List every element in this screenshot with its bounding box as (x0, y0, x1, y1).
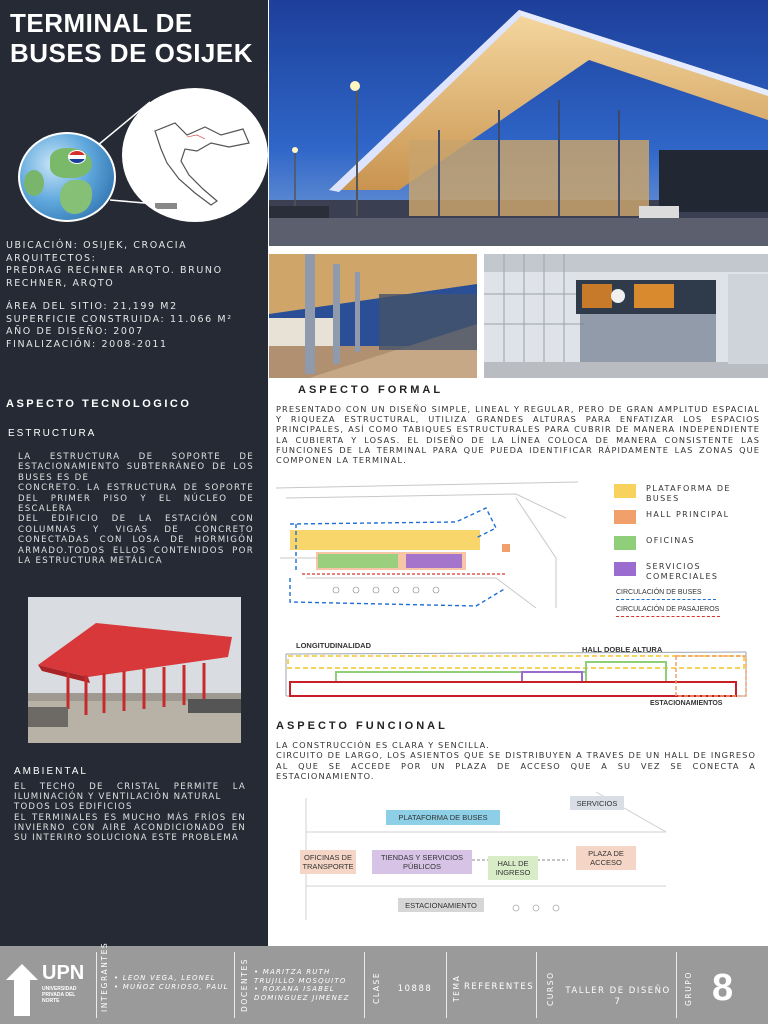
legend-item: SERVICIOS COMERCIALES (614, 562, 766, 582)
hall-doble-label: HALL DOBLE ALTURA (582, 645, 663, 654)
project-info: UBICACIÓN: OSIJEK, CROACIA ARQUITECTOS: PREDRAG RECHNER ARQTO. BRUNO RECHNER, ARQTO ÁREA DEL SITIO: 21,199 M2 SUPERFICIE CONSTRUIDA: 11.066 M² AÑO DE DISEÑO: 2007 FINALIZACIÓN: 2008-2011 (6, 240, 233, 350)
plataforma-box: PLATAFORMA DE BUSES (386, 810, 500, 825)
servicios-box: SERVICIOS (570, 796, 624, 810)
red-canopy-photo (28, 597, 241, 743)
tema-label: TEMA (452, 974, 461, 1002)
integrantes-list: • LEON VEGA, LEONEL • MUÑOZ CURIOSO, PAUL (114, 974, 229, 991)
legend-item: OFICINAS (614, 536, 766, 550)
left-panel (0, 0, 268, 946)
longitudinalidad-label: LONGITUDINALIDAD (296, 641, 371, 650)
legend-item: HALL PRINCIPAL (614, 510, 766, 524)
ambiental-heading: AMBIENTAL (14, 766, 88, 777)
globe-image (18, 132, 116, 222)
estructura-heading: ESTRUCTURA (8, 428, 97, 439)
circ-pasajeros-line (616, 616, 720, 617)
legend-item: PLATAFORMA DE BUSES (614, 484, 766, 504)
grupo-label: GRUPO (684, 971, 693, 1006)
clase-value: 10888 (397, 984, 433, 994)
formal-heading: ASPECTO FORMAL (298, 384, 444, 396)
funcional-text: LA CONSTRUCCIÓN ES CLARA Y SENCILLA. CIRCUITO DE LARGO, LOS ASIENTOS QUE SE DISTRIBUYEN A TRAVES DE UN HALL DE INGRESO AL QUE SE ACCEDE POR UN PLAZA DE ACCESO QUE A SU VEZ SE CONECTA A ESTACIONAMIENTO. (276, 740, 756, 782)
curso-label: CURSO (546, 971, 555, 1006)
oficinas-box: OFICINAS DE TRANSPORTE (300, 850, 356, 874)
tiendas-box: TIENDAS Y SERVICIOS PÚBLICOS (372, 850, 472, 874)
docentes-list: • MARITZA RUTH TRUJILLO MOSQUITO • ROXANA ISABEL DOMINGUEZ JIMENEZ (254, 968, 350, 1002)
integrantes-label: INTEGRANTES (100, 941, 109, 1012)
tecnologico-heading: ASPECTO TECNOLOGICO (6, 398, 192, 410)
funcional-heading: ASPECTO FUNCIONAL (276, 720, 448, 732)
footer-bar (0, 941, 768, 1024)
estacionamientos-label: ESTACIONAMIENTOS (650, 700, 723, 707)
hall-box: HALL DE INGRESO (488, 856, 538, 880)
croatia-map-image (122, 88, 268, 222)
circ-buses-line (616, 599, 716, 600)
circ-buses-label: CIRCULACIÓN DE BUSES (616, 589, 702, 596)
plaza-box: PLAZA DE ACCESO (576, 846, 636, 870)
curso-value: TALLER DE DISEÑO 7 (565, 986, 671, 1007)
estructura-text: LA ESTRUCTURA DE SOPORTE DE ESTACIONAMIENTO SUBTERRÁNEO DE LOS BUSES ES DE CONCRETO. LA ESTRUCTURA DE SOPORTE DEL PRIMER PISO Y EL NÚCLEO DE ESCALERA DEL EDIFICIO DE LA ESTACIÓN CON COLUMNAS Y VIGAS DE CONCRETO CONECTADAS CON LOSA DE HORMIGÓN ARMADO.TODOS ELLOS CONTENIDOS POR LA ESTRUCTURA METÁLICA (18, 452, 254, 567)
upn-arrow-icon (4, 960, 44, 1020)
platform-photo (269, 254, 477, 378)
clase-label: CLASE (372, 971, 381, 1004)
upn-logo: UPN UNIVERSIDAD PRIVADA DEL NORTE (2, 946, 90, 1024)
group-number: 8 (712, 967, 734, 1009)
ambiental-text: EL TECHO DE CRISTAL PERMITE LA ILUMINACIÓN Y VENTILACIÓN NATURAL TODOS LOS EDIFICIOS EL TERMINALES ES MUCHO MÁS FRÍOS EN INVIERNO CON AIRE ACONDICIONADO EN SU INTERIRO SOLUCIONA ESTE PROBLEMA (14, 782, 246, 844)
circ-pasajeros-label: CIRCULACIÓN DE PASAJEROS (616, 606, 720, 613)
croatia-flag-icon (68, 150, 86, 164)
tema-value: REFERENTES (464, 982, 535, 992)
docentes-label: DOCENTES (240, 957, 249, 1012)
terminal-night-photo (269, 0, 768, 246)
page-title: TERMINAL DE BUSES DE OSIJEK (10, 8, 254, 68)
formal-text: PRESENTADO CON UN DISEÑO SIMPLE, LINEAL Y REGULAR, PERO DE GRAN AMPLITUD ESPACIAL Y RIQUEZA ESTRUCTURAL, UTILIZA GRANDES ALTURAS PARA ENFATIZAR LOS ESPACIOS PRINCIPALES, ASÍ COMO TABIQUES ESTRUCTURALES PARA CUBRIR DE MANERA INDEPENDIENTE LA CUBIERTA Y LOSAS. EL DISEÑO DE LA LÍNEA COLOCA DE MANERA CONSISTENTE LAS FUNCIONES DE LA TERMINAL PARA QUE PUEDA IDENTIFICAR RÁPIDAMENTE LAS ZONAS QUE COMPONEN LA TERMINAL. (276, 404, 760, 466)
site-plan-diagram (276, 478, 578, 618)
functional-diagram (296, 792, 666, 924)
estacionamiento-box: ESTACIONAMIENTO (398, 898, 484, 912)
interior-hall-photo (484, 254, 768, 378)
